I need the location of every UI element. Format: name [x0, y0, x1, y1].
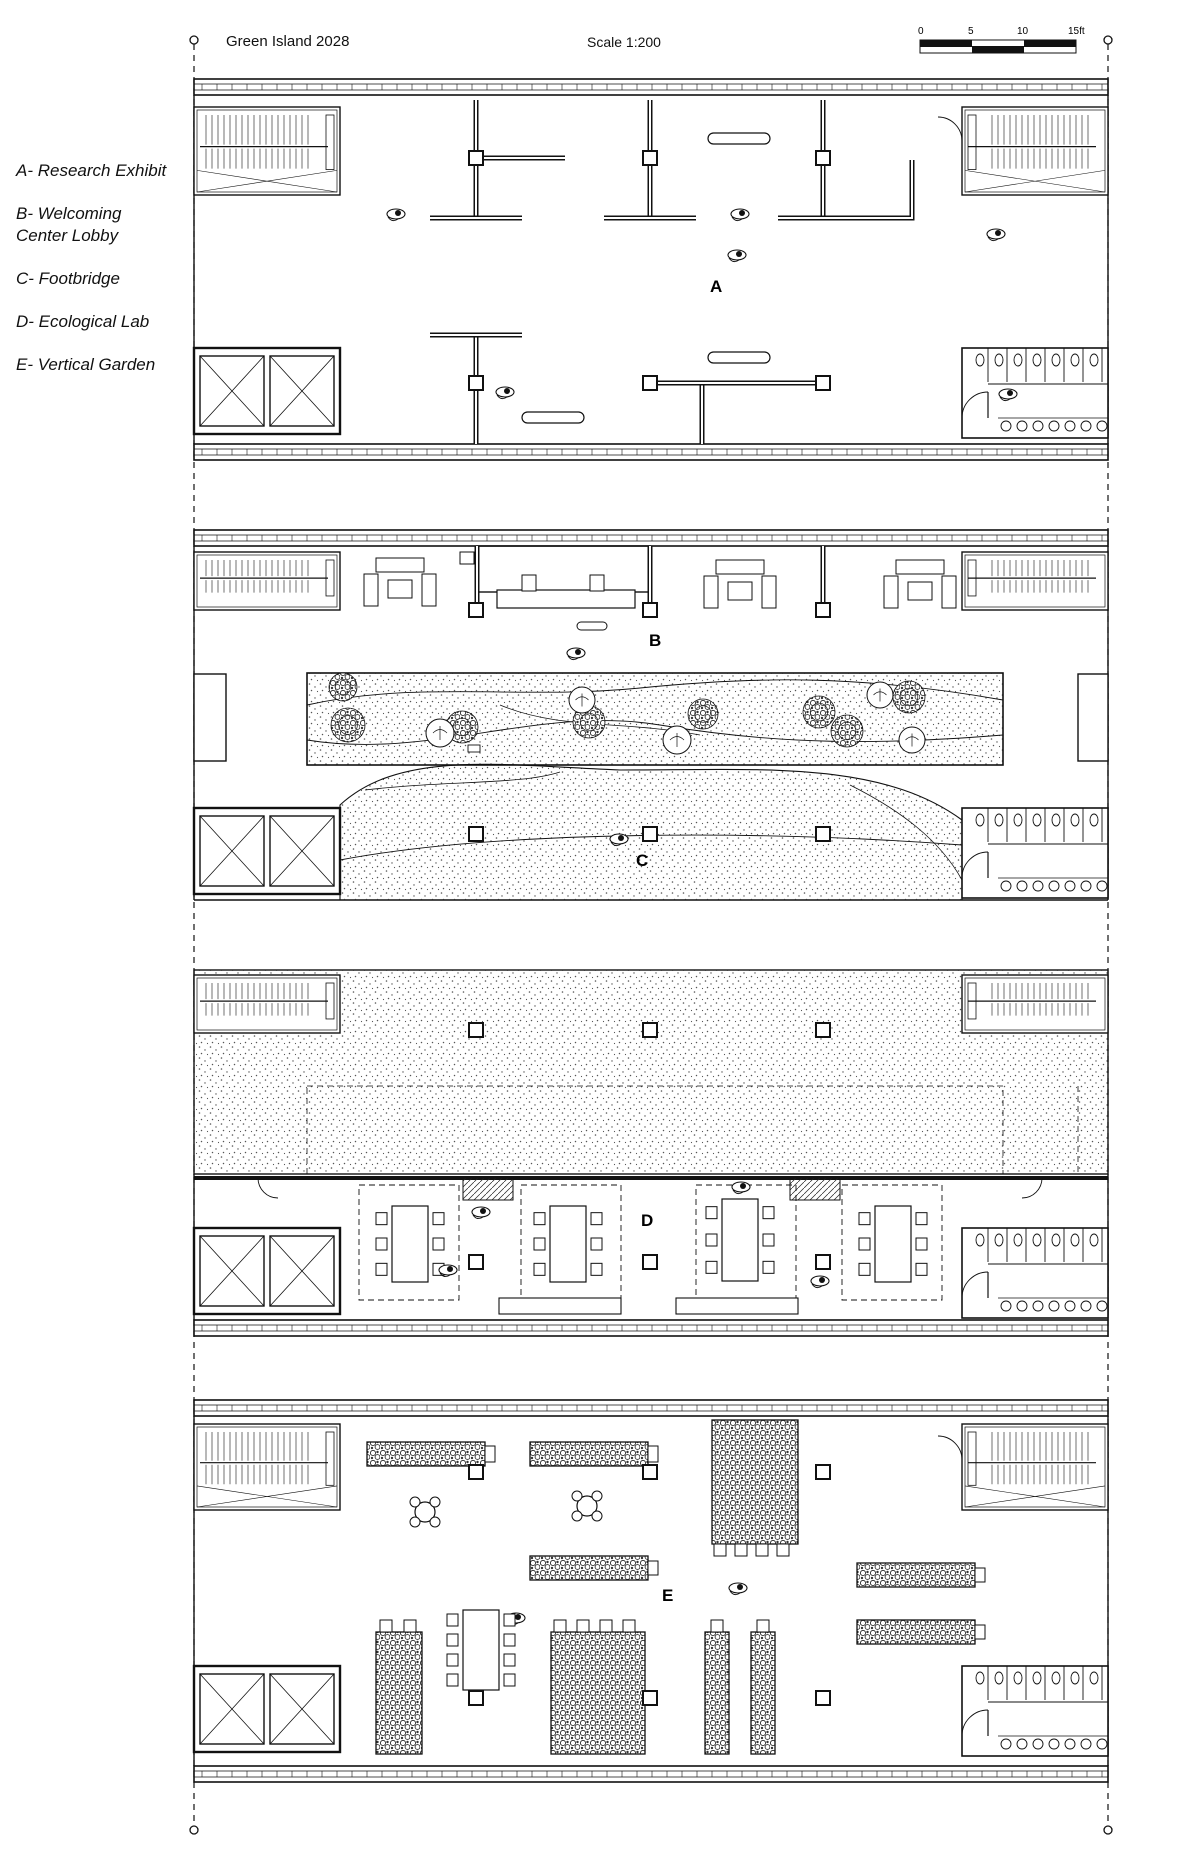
tree	[331, 708, 365, 742]
person-figure	[729, 1583, 747, 1595]
column	[469, 1023, 483, 1037]
column	[816, 1691, 830, 1705]
person-figure	[731, 209, 749, 221]
plan-label-e: E	[662, 1586, 674, 1605]
column	[469, 376, 483, 390]
scale-tick-label: 0	[918, 26, 924, 37]
column	[469, 151, 483, 165]
table-with-chairs	[447, 1610, 515, 1690]
stair	[962, 1424, 1108, 1510]
legend-item-text: A- Research Exhibit	[16, 161, 167, 180]
exterior-wall	[194, 1400, 1108, 1416]
restroom	[962, 808, 1108, 898]
round-table	[410, 1497, 440, 1527]
round-table	[572, 1491, 602, 1521]
exhibit-partition	[778, 160, 912, 218]
stair	[962, 552, 1108, 610]
column	[643, 603, 657, 617]
tree	[329, 673, 357, 701]
column	[816, 1023, 830, 1037]
scale-tick-label: 5	[968, 26, 974, 37]
stair	[194, 975, 340, 1033]
table-with-chairs	[376, 1206, 444, 1282]
tree-outline	[426, 719, 454, 747]
plan-label-b: B	[649, 631, 662, 650]
column	[816, 603, 830, 617]
tree	[831, 715, 863, 747]
restroom	[962, 1666, 1108, 1756]
exterior-wall	[194, 1320, 1108, 1336]
tree-outline	[867, 682, 893, 708]
person-figure	[567, 648, 585, 660]
column	[643, 151, 657, 165]
plan-label-a: A	[710, 277, 723, 296]
bench	[522, 412, 584, 423]
planter	[376, 1632, 422, 1754]
column	[816, 151, 830, 165]
plan-e-vertical-garden	[194, 1400, 1108, 1782]
scale-label: Scale 1:200	[587, 34, 661, 50]
exterior-wall	[194, 1766, 1108, 1782]
column	[816, 1465, 830, 1479]
plan-label-d: D	[641, 1211, 654, 1230]
stair	[194, 107, 340, 195]
reception-desk	[477, 546, 650, 630]
lab-counter	[499, 1298, 621, 1314]
table-with-chairs	[859, 1206, 927, 1282]
elevator-shafts	[194, 348, 340, 434]
planter	[857, 1563, 975, 1587]
planter	[857, 1620, 975, 1644]
elevator-shafts	[194, 1228, 340, 1314]
person-figure	[472, 1207, 490, 1219]
tree	[893, 681, 925, 713]
column	[469, 827, 483, 841]
tree-outline	[899, 727, 925, 753]
bench	[708, 352, 770, 363]
legend-item-text: C- Footbridge	[16, 269, 120, 288]
person-figure	[811, 1276, 829, 1288]
column	[643, 827, 657, 841]
column	[816, 827, 830, 841]
lab-counter	[676, 1298, 798, 1314]
restroom	[962, 348, 1108, 438]
stair	[194, 552, 340, 610]
bench	[708, 133, 770, 144]
planter	[530, 1556, 648, 1580]
person-figure	[732, 1182, 750, 1194]
tree	[803, 696, 835, 728]
lounge-seating	[704, 560, 776, 608]
legend-item-text-line2: Center Lobby	[16, 226, 119, 245]
stair	[194, 1424, 340, 1510]
stair	[962, 975, 1108, 1033]
scale-tick-label: 10	[1017, 26, 1029, 37]
project-title: Green Island 2028	[226, 33, 350, 50]
column	[643, 376, 657, 390]
person-figure	[728, 250, 746, 262]
legend-item-text: E- Vertical Garden	[16, 355, 156, 374]
planter	[530, 1442, 648, 1466]
column	[469, 1255, 483, 1269]
plan-label-c: C	[636, 851, 649, 870]
column	[816, 1255, 830, 1269]
column	[469, 1465, 483, 1479]
plan-b-welcoming-lobby	[194, 530, 1108, 900]
plan-d-ecological-lab	[194, 970, 1108, 1336]
elevator-shafts	[194, 808, 340, 894]
restroom	[962, 1228, 1108, 1318]
plan-a-research-exhibit	[194, 79, 1108, 460]
table-with-chairs	[534, 1206, 602, 1282]
tree-outline	[663, 726, 691, 754]
column	[643, 1691, 657, 1705]
column	[469, 1691, 483, 1705]
exterior-wall	[194, 79, 1108, 95]
lounge-seating	[884, 560, 956, 608]
legend-item-text: D- Ecological Lab	[16, 312, 150, 331]
exterior-wall	[194, 444, 1108, 460]
planter	[751, 1632, 775, 1754]
person-figure	[387, 209, 405, 221]
tree-outline	[569, 687, 595, 713]
tree	[688, 699, 718, 729]
column	[643, 1255, 657, 1269]
person-figure	[439, 1265, 457, 1277]
planter	[367, 1442, 485, 1466]
scale-tick-label: 15ft	[1068, 26, 1085, 37]
table-with-chairs	[706, 1199, 774, 1281]
column	[643, 1023, 657, 1037]
lounge-seating	[364, 558, 436, 606]
column	[816, 376, 830, 390]
person-figure	[987, 229, 1005, 241]
column	[469, 603, 483, 617]
elevator-shafts	[194, 1666, 340, 1752]
planter	[712, 1420, 798, 1544]
legend-item-text: B- Welcoming	[16, 204, 122, 223]
column	[643, 1465, 657, 1479]
scale-bar	[918, 26, 1085, 53]
person-figure	[496, 387, 514, 399]
planter	[551, 1632, 645, 1754]
exterior-wall	[194, 530, 1108, 546]
planter	[705, 1632, 729, 1754]
stair	[962, 107, 1108, 195]
